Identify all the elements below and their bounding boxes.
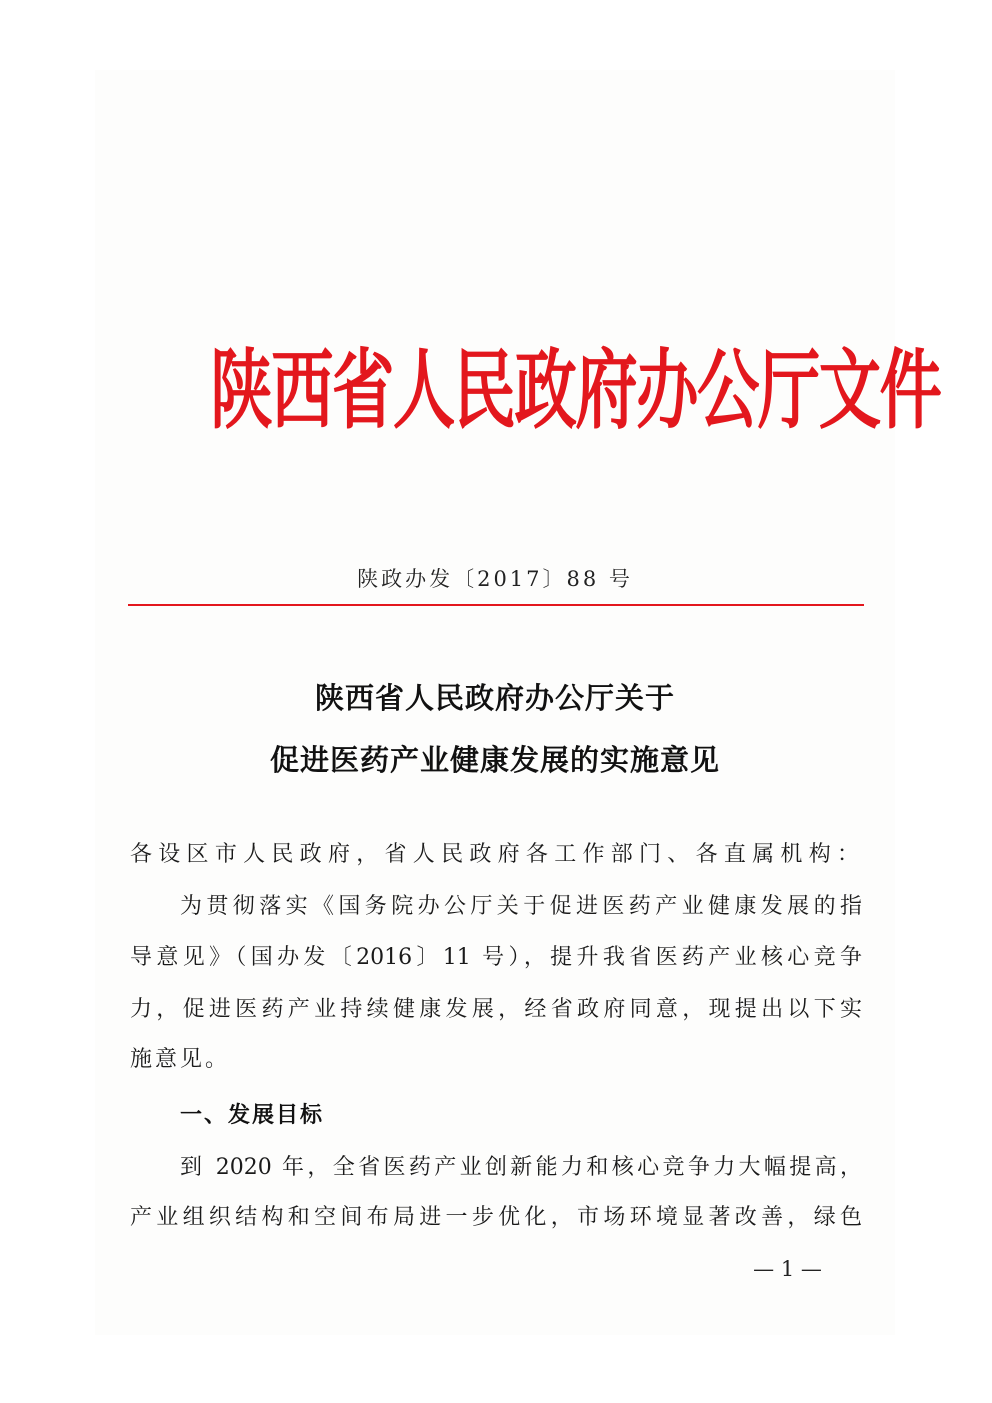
paragraph-1-line-3: 力，促进医药产业持续健康发展，经省政府同意，现提出以下实 (130, 997, 862, 1022)
paragraph-1-line-2: 导意见》（国办发〔2016〕11 号），提升我省医药产业核心竞争 (130, 945, 862, 970)
section-heading-development-goals: 一、发展目标 (180, 1103, 325, 1128)
document-title-line-2: 促进医药产业健康发展的实施意见 (269, 743, 720, 777)
paragraph-2-line-2: 产业组织结构和空间布局进一步优化，市场环境显著改善，绿色 (130, 1205, 862, 1230)
document-number: 陕政办发〔2017〕88 号 (357, 567, 633, 591)
salutation: 各设区市人民政府，省人民政府各工作部门、各直属机构： (130, 842, 862, 867)
paragraph-2-line-1: 到 2020 年，全省医药产业创新能力和核心竞争力大幅提高， (180, 1155, 862, 1180)
masthead-title: 陕西省人民政府办公厅文件 (210, 339, 941, 441)
paragraph-1-line-1: 为贯彻落实《国务院办公厅关于促进医药产业健康发展的指 (180, 894, 862, 919)
document-title-line-1: 陕西省人民政府办公厅关于 (314, 681, 675, 715)
paragraph-1-line-4: 施意见。 (130, 1047, 231, 1072)
red-divider-line (128, 604, 864, 606)
page-number: — 1 — (753, 1257, 822, 1281)
